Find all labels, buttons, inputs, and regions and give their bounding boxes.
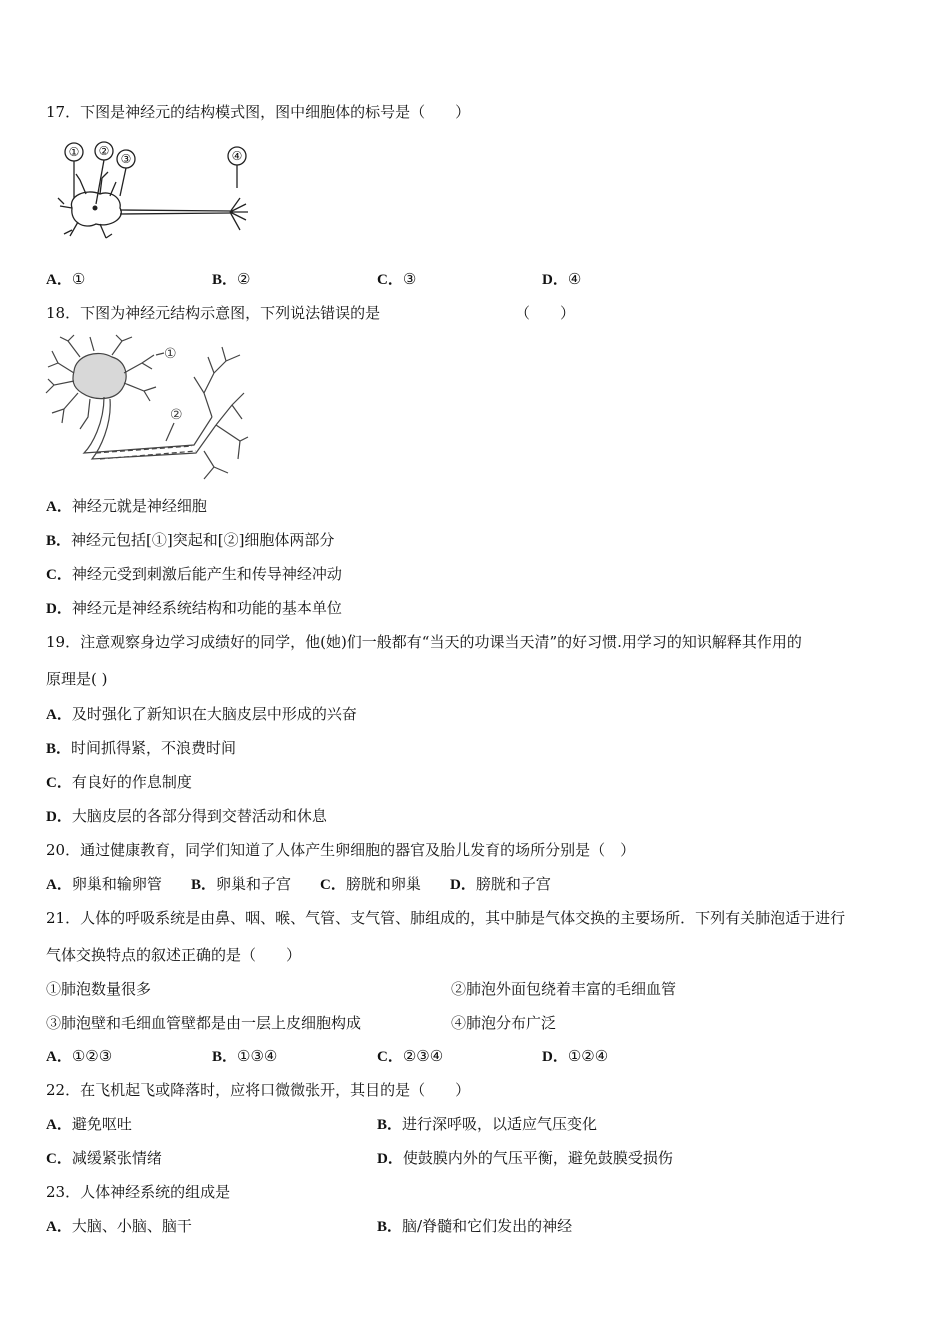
- q21-option-a[interactable]: A．①②③: [46, 1047, 113, 1065]
- q21-statement-3: ③肺泡壁和毛细血管壁都是由一层上皮细胞构成: [46, 1014, 362, 1032]
- q19-option-c[interactable]: C．有良好的作息制度: [46, 773, 192, 791]
- q17-neuron-figure: [50, 138, 260, 248]
- q18-neuron-figure: [44, 333, 249, 483]
- q21-option-b[interactable]: B．①③④: [212, 1047, 278, 1065]
- q17-fig-label-4: ④: [231, 149, 243, 163]
- q17-option-a[interactable]: A．①: [46, 270, 86, 288]
- q23-option-b[interactable]: B．脑/脊髓和它们发出的神经: [377, 1217, 573, 1235]
- q20-stem: 20．通过健康教育，同学们知道了人体产生卵细胞的器官及胎儿发育的场所分别是（ ）: [46, 841, 636, 859]
- q17-fig-label-3: ③: [120, 152, 132, 166]
- q21-option-d[interactable]: D．①②④: [542, 1047, 609, 1065]
- q20-option-a[interactable]: A．卵巢和输卵管: [46, 875, 162, 893]
- q18-stem: 18．下图为神经元结构示意图，下列说法错误的是: [46, 304, 381, 322]
- q18-fig-label-2: ②: [170, 407, 183, 423]
- q19-stem-line2: 原理是( ): [46, 670, 108, 688]
- q18-answer-paren: （ ）: [515, 304, 576, 322]
- q22-option-d[interactable]: D．使鼓膜内外的气压平衡，避免鼓膜受损伤: [377, 1149, 673, 1167]
- q17-option-d[interactable]: D．④: [542, 270, 582, 288]
- q17-option-c[interactable]: C．③: [377, 270, 417, 288]
- q21-statement-4: ④肺泡分布广泛: [451, 1014, 557, 1032]
- q18-option-b[interactable]: B．神经元包括[①]突起和[②]细胞体两部分: [46, 531, 335, 549]
- q19-option-a[interactable]: A．及时强化了新知识在大脑皮层中形成的兴奋: [46, 705, 357, 723]
- q20-option-b[interactable]: B．卵巢和子宫: [191, 875, 292, 893]
- q19-option-b[interactable]: B．时间抓得紧，不浪费时间: [46, 739, 237, 757]
- q18-option-d[interactable]: D．神经元是神经系统结构和功能的基本单位: [46, 599, 342, 617]
- q20-option-c[interactable]: C．膀胱和卵巢: [320, 875, 421, 893]
- q19-option-d[interactable]: D．大脑皮层的各部分得到交替活动和休息: [46, 807, 327, 825]
- q18-fig-label-1: ①: [164, 346, 177, 362]
- q21-stem-line2: 气体交换特点的叙述正确的是（ ）: [46, 946, 302, 964]
- q21-stem-line1: 21．人体的呼吸系统是由鼻、咽、喉、气管、支气管、肺组成的，其中肺是气体交换的主要场所．下列有关肺泡适于进行: [46, 909, 846, 927]
- q17-fig-label-2: ②: [98, 144, 110, 158]
- q21-statement-2: ②肺泡外面包绕着丰富的毛细血管: [451, 980, 677, 998]
- q17-fig-label-1: ①: [68, 145, 80, 159]
- q19-stem-line1: 19．注意观察身边学习成绩好的同学，他(她)们一般都有“当天的功课当天清”的好习惯.用学习的知识解释其作用的: [46, 633, 802, 651]
- q20-option-d[interactable]: D．膀胱和子宫: [450, 875, 551, 893]
- q23-stem: 23．人体神经系统的组成是: [46, 1183, 231, 1201]
- q23-option-a[interactable]: A．大脑、小脑、脑干: [46, 1217, 192, 1235]
- q17-option-b[interactable]: B．②: [212, 270, 251, 288]
- q17-stem: 17．下图是神经元的结构模式图，图中细胞体的标号是（ ）: [46, 103, 471, 121]
- q22-option-a[interactable]: A．避免呕吐: [46, 1115, 132, 1133]
- q22-option-c[interactable]: C．减缓紧张情绪: [46, 1149, 162, 1167]
- q21-option-c[interactable]: C．②③④: [377, 1047, 444, 1065]
- q22-stem: 22．在飞机起飞或降落时，应将口微微张开，其目的是（ ）: [46, 1081, 471, 1099]
- q18-option-c[interactable]: C．神经元受到刺激后能产生和传导神经冲动: [46, 565, 342, 583]
- q18-option-a[interactable]: A．神经元就是神经细胞: [46, 497, 207, 515]
- q21-statement-1: ①肺泡数量很多: [46, 980, 152, 998]
- q22-option-b[interactable]: B．进行深呼吸，以适应气压变化: [377, 1115, 598, 1133]
